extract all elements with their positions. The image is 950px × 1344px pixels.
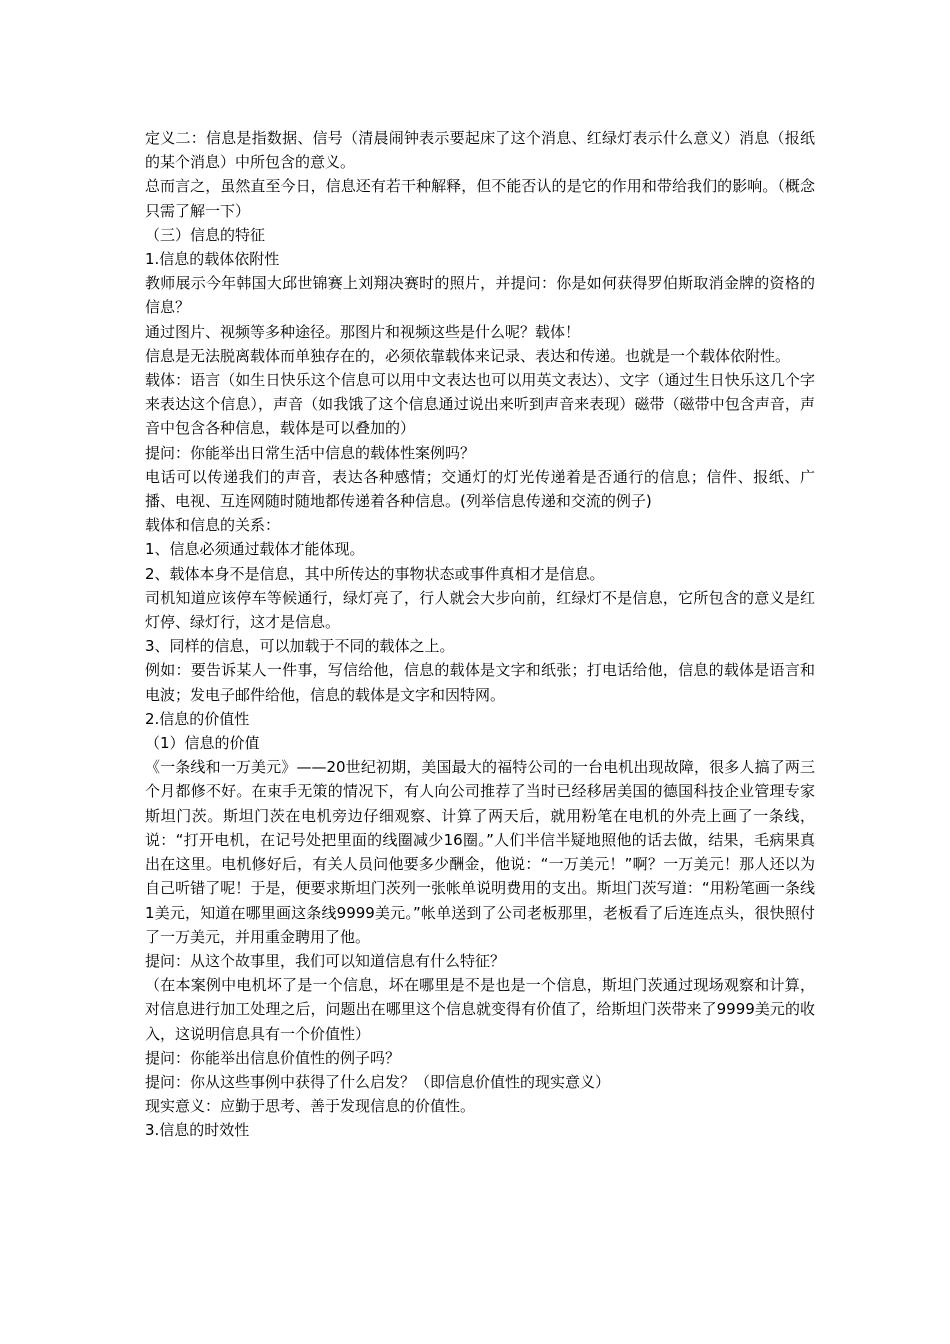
list-item-relation-1: 1、信息必须通过载体才能体现。	[145, 540, 365, 559]
paragraph-teacher-question: 教师展示今年韩国大邱世锦赛上刘翔决赛时的照片，并提问：你是如何获得罗伯斯取消金牌的资格的信息？	[145, 274, 815, 317]
list-item-relation-2: 2、载体本身不是信息，其中所传达的事物状态或事件真相才是信息。	[145, 564, 605, 583]
paragraph-story-analysis: （在本案例中电机坏了是一个信息，坏在哪里是不是也是一个信息，斯坦门茨通过现场观察和计算，对信息进行加工处理之后，问题出在哪里这个信息就变得有价值了，给斯坦门茨带来了9999美元的收入，这说明信息具有一个价值性）	[145, 976, 815, 1043]
paragraph-relationship-heading: 载体和信息的关系：	[145, 516, 281, 535]
paragraph-question-examples: 提问：你能举出日常生活中信息的载体性案例吗？	[145, 443, 476, 462]
paragraph-carrier-types: 载体：语言（如生日快乐这个信息可以用中文表达也可以用英文表达）、文字（通过生日快乐这几个字来表达这个信息），声音（如我饿了这个信息通过说出来听到声音来表现）磁带（磁带中包含声音，声音中包含各种信息，载体是可以叠加的）	[145, 371, 815, 438]
document-body	[145, 126, 815, 1143]
paragraph-examples-transmission: 电话可以传递我们的声音，表达各种感情；交通灯的灯光传递着是否通行的信息；信件、报纸、广播、电视、互连网随时随地都传递着各种信息。(列举信息传递和交流的例子)	[145, 467, 815, 511]
subheading-carrier-dependency: 1.信息的载体依附性	[145, 250, 280, 269]
paragraph-story-one-line: 《一条线和一万美元》——20世纪初期，美国最大的福特公司的一台电机出现故障，很多人搞了两三个月都修不好。在束手无策的情况下，有人向公司推荐了当时已经移居美国的德国科技企业管理专家斯坦门茨。斯坦门茨在电机旁边仔细观察、计算了两天后，就用粉笔在电机的外壳上画了一条线，说：“打开电机，在记号处把里面的线圈减少16圈。”人们半信半疑地照他的话去做，结果，毛病果真出在这里。电机修好后，有关人员问他要多少酬金，他说：“一万美元！”啊？一万美元！那人还以为自己听错了呢！于是，便要求斯坦门茨列一张帐单说明费用的支出。斯坦门茨写道：“用粉笔画一条线1美元，知道在哪里画这条线9999美元。”帐单送到了公司老板那里，老板看了后连连点头，很快照付了一万美元，并用重金聘用了他。	[145, 758, 815, 946]
paragraph-carrier-example: 例如：要告诉某人一件事，写信给他，信息的载体是文字和纸张；打电话给他，信息的载体是语言和电波；发电子邮件给他，信息的载体是文字和因特网。	[145, 661, 815, 704]
subheading-timeliness: 3.信息的时效性	[145, 1121, 250, 1140]
paragraph-question-story: 提问：从这个故事里，我们可以知道信息有什么特征？	[145, 951, 506, 970]
list-item-relation-3: 3、同样的信息，可以加载于不同的载体之上。	[145, 637, 455, 656]
section-heading-characteristics: （三）信息的特征	[145, 225, 266, 244]
paragraph-question-value-examples: 提问：你能举出信息价值性的例子吗？	[145, 1048, 401, 1067]
paragraph-carrier-explanation: 信息是无法脱离载体而单独存在的，必须依靠载体来记录、表达和传递。也就是一个载体依附性。	[145, 346, 791, 365]
subsubheading-value-of-information: （1）信息的价值	[145, 734, 260, 753]
paragraph-practical-meaning: 现实意义：应勤于思考、善于发现信息的价值性。	[145, 1097, 476, 1116]
paragraph-question-inspiration: 提问：你从这些事例中获得了什么启发？（即信息价值性的现实意义）	[145, 1072, 611, 1091]
paragraph-traffic-light-example: 司机知道应该停车等候通行，绿灯亮了，行人就会大步向前，红绿灯不是信息，它所包含的意义是红灯停、绿灯行，这才是信息。	[145, 588, 815, 632]
paragraph-answer-carrier: 通过图片、视频等多种途径。那图片和视频这些是什么呢？载体！	[145, 322, 581, 341]
paragraph-summary: 总而言之，虽然直至今日，信息还有若干种解释，但不能否认的是它的作用和带给我们的影响。（概念只需了解一下）	[145, 177, 815, 220]
paragraph-definition-two: 定义二：信息是指数据、信号（清晨闹钟表示要起床了这个消息、红绿灯表示什么意义）消息（报纸的某个消息）中所包含的意义。	[145, 129, 815, 172]
subheading-value: 2.信息的价值性	[145, 709, 250, 728]
